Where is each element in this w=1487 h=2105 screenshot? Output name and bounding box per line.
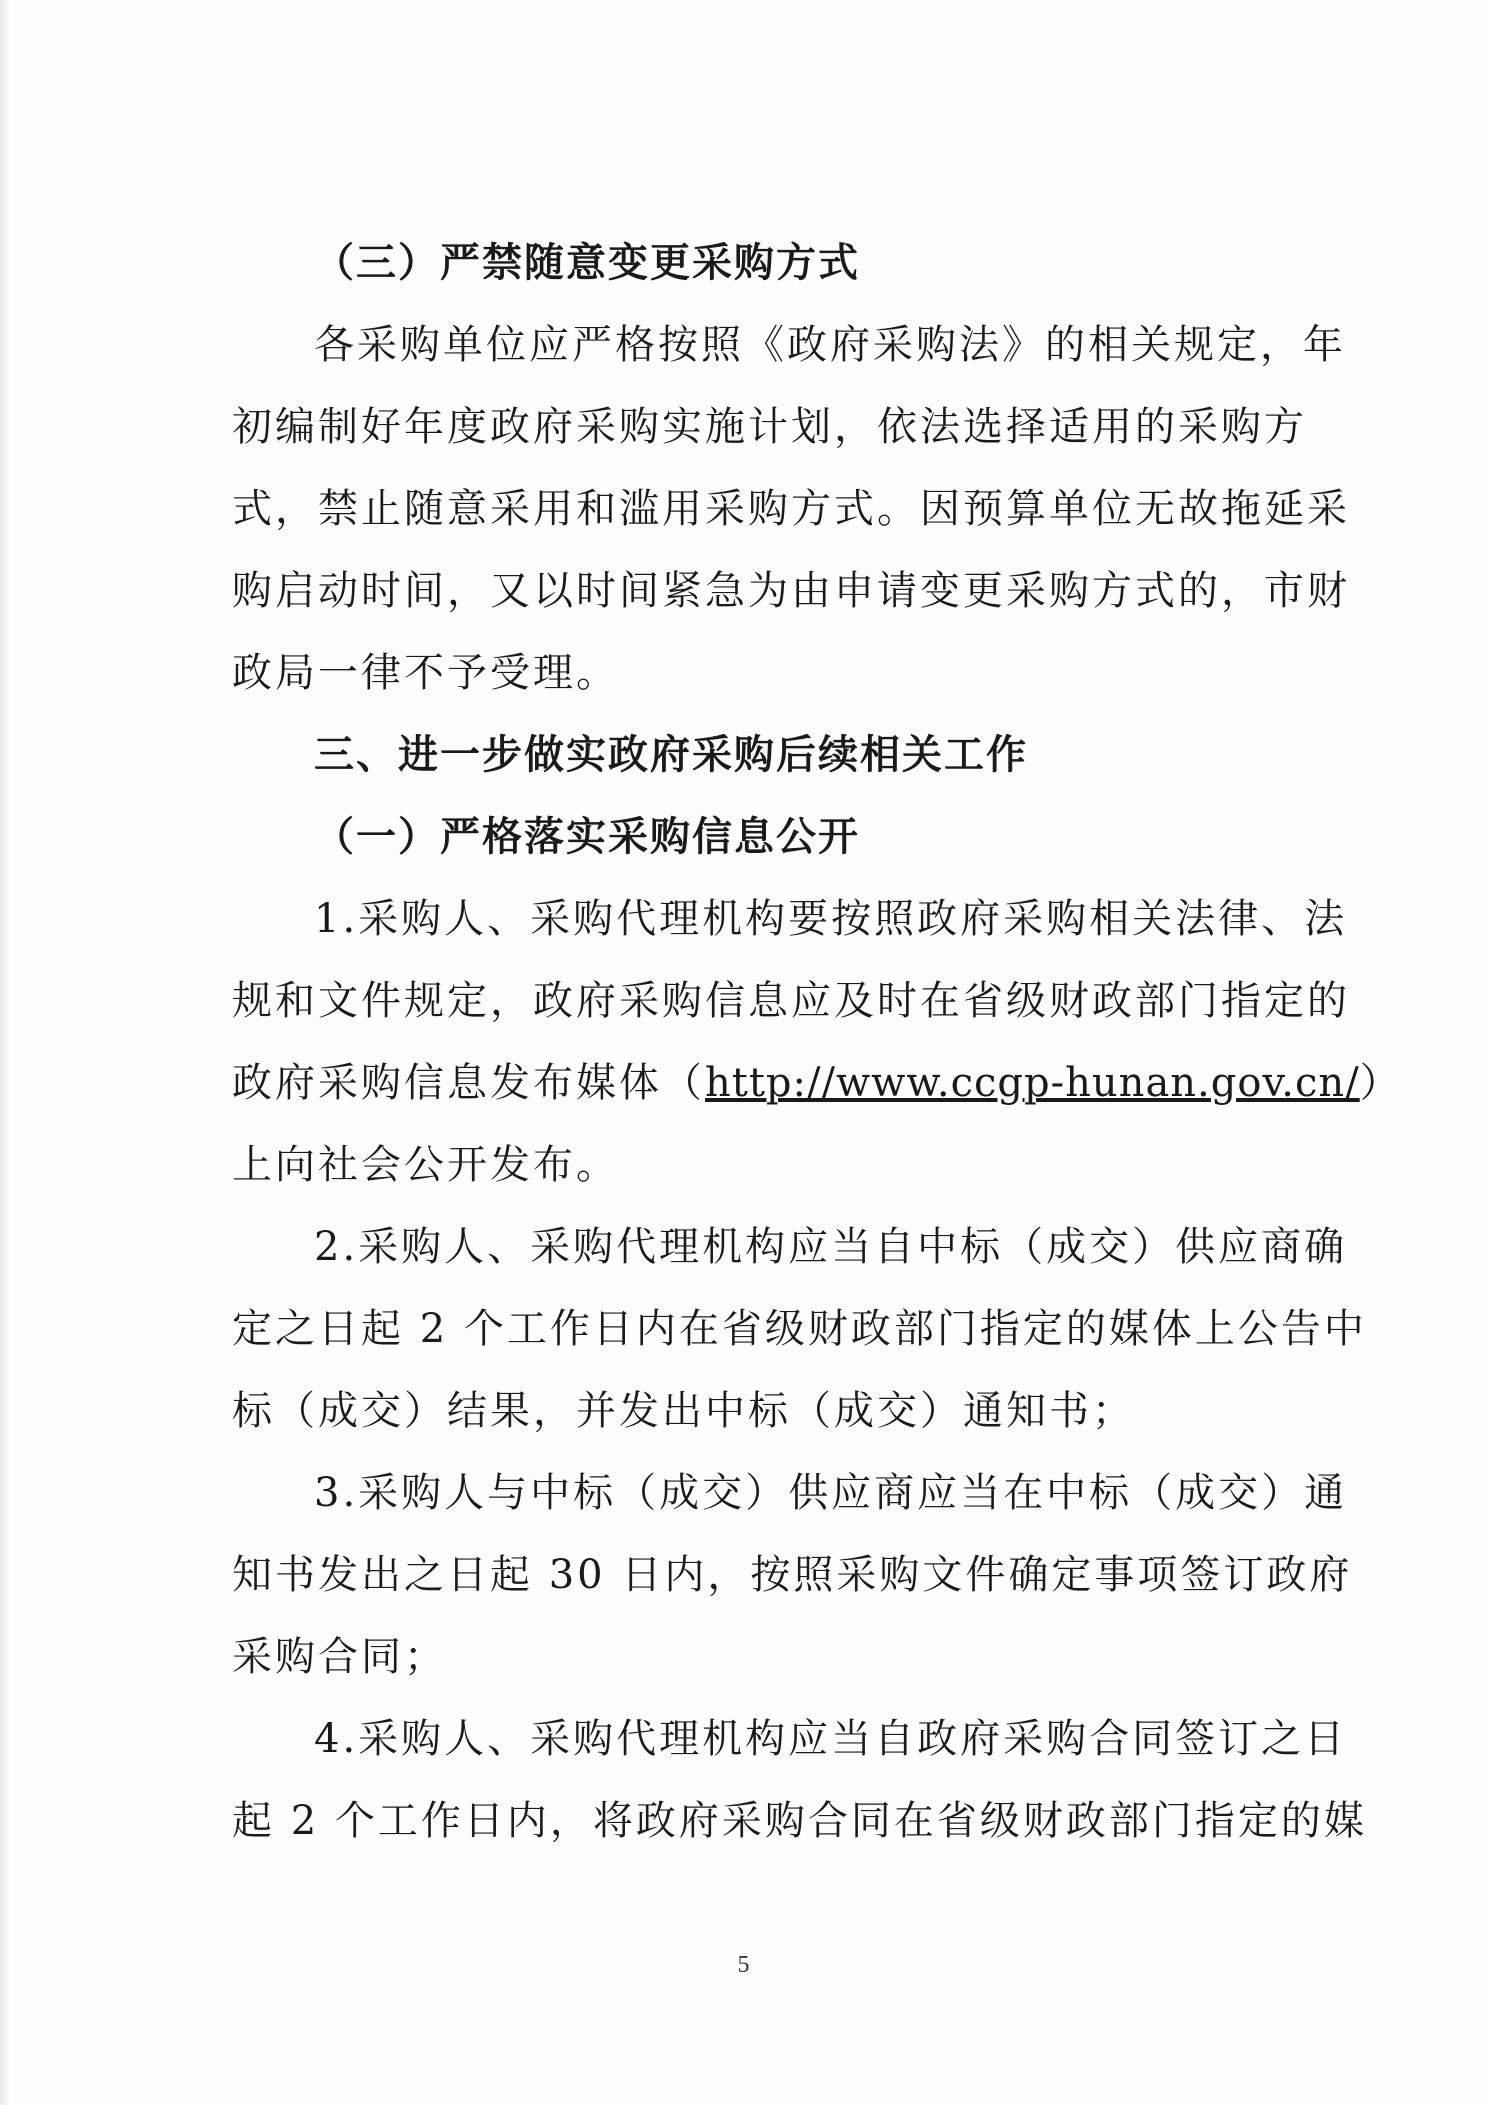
item-1-line-prefix: 政府采购信息发布媒体（ xyxy=(232,1060,705,1106)
item-3-line: 知书发出之日起 30 日内，按照采购文件确定事项签订政府 xyxy=(232,1552,1353,1598)
subsection-heading-3: （三）严禁随意变更采购方式 xyxy=(314,240,860,286)
paragraph-line: 政局一律不予受理。 xyxy=(232,650,619,696)
item-3-line: 采购合同； xyxy=(232,1634,447,1680)
item-2-line: 定之日起 2 个工作日内在省级财政部门指定的媒体上公告中 xyxy=(232,1306,1367,1352)
item-4-line: 起 2 个工作日内，将政府采购合同在省级财政部门指定的媒 xyxy=(232,1798,1367,1844)
paragraph-line: 购启动时间，又以时间紧急为由申请变更采购方式的，市财 xyxy=(232,568,1350,614)
item-4-line: 4.采购人、采购代理机构应当自政府采购合同签订之日 xyxy=(314,1716,1348,1762)
document-body xyxy=(232,222,1403,1862)
subsection-heading-1: （一）严格落实采购信息公开 xyxy=(314,814,860,860)
paragraph-line: 初编制好年度政府采购实施计划，依法选择适用的采购方 xyxy=(232,404,1307,450)
paragraph-line: 式，禁止随意采用和滥用采购方式。因预算单位无故拖延采 xyxy=(232,486,1350,532)
procurement-website-link[interactable]: http://www.ccgp-hunan.gov.cn/ xyxy=(705,1060,1360,1106)
item-1-line xyxy=(232,1042,1403,1124)
section-heading-3: 三、进一步做实政府采购后续相关工作 xyxy=(314,732,1028,778)
item-1-line: 1.采购人、采购代理机构要按照政府采购相关法律、法 xyxy=(314,896,1348,942)
scan-edge-shadow xyxy=(0,0,10,2105)
item-2-line: 标（成交）结果，并发出中标（成交）通知书； xyxy=(232,1388,1135,1434)
paragraph-line: 各采购单位应严格按照《政府采购法》的相关规定，年 xyxy=(314,322,1346,368)
page-number: 5 xyxy=(737,1952,750,1978)
item-3-line: 3.采购人与中标（成交）供应商应当在中标（成交）通 xyxy=(314,1470,1348,1516)
item-1-line: 规和文件规定，政府采购信息应及时在省级财政部门指定的 xyxy=(232,978,1350,1024)
item-1-line-suffix: ） xyxy=(1359,1060,1403,1106)
item-1-line: 上向社会公开发布。 xyxy=(232,1142,619,1188)
item-2-line: 2.采购人、采购代理机构应当自中标（成交）供应商确 xyxy=(314,1224,1348,1270)
